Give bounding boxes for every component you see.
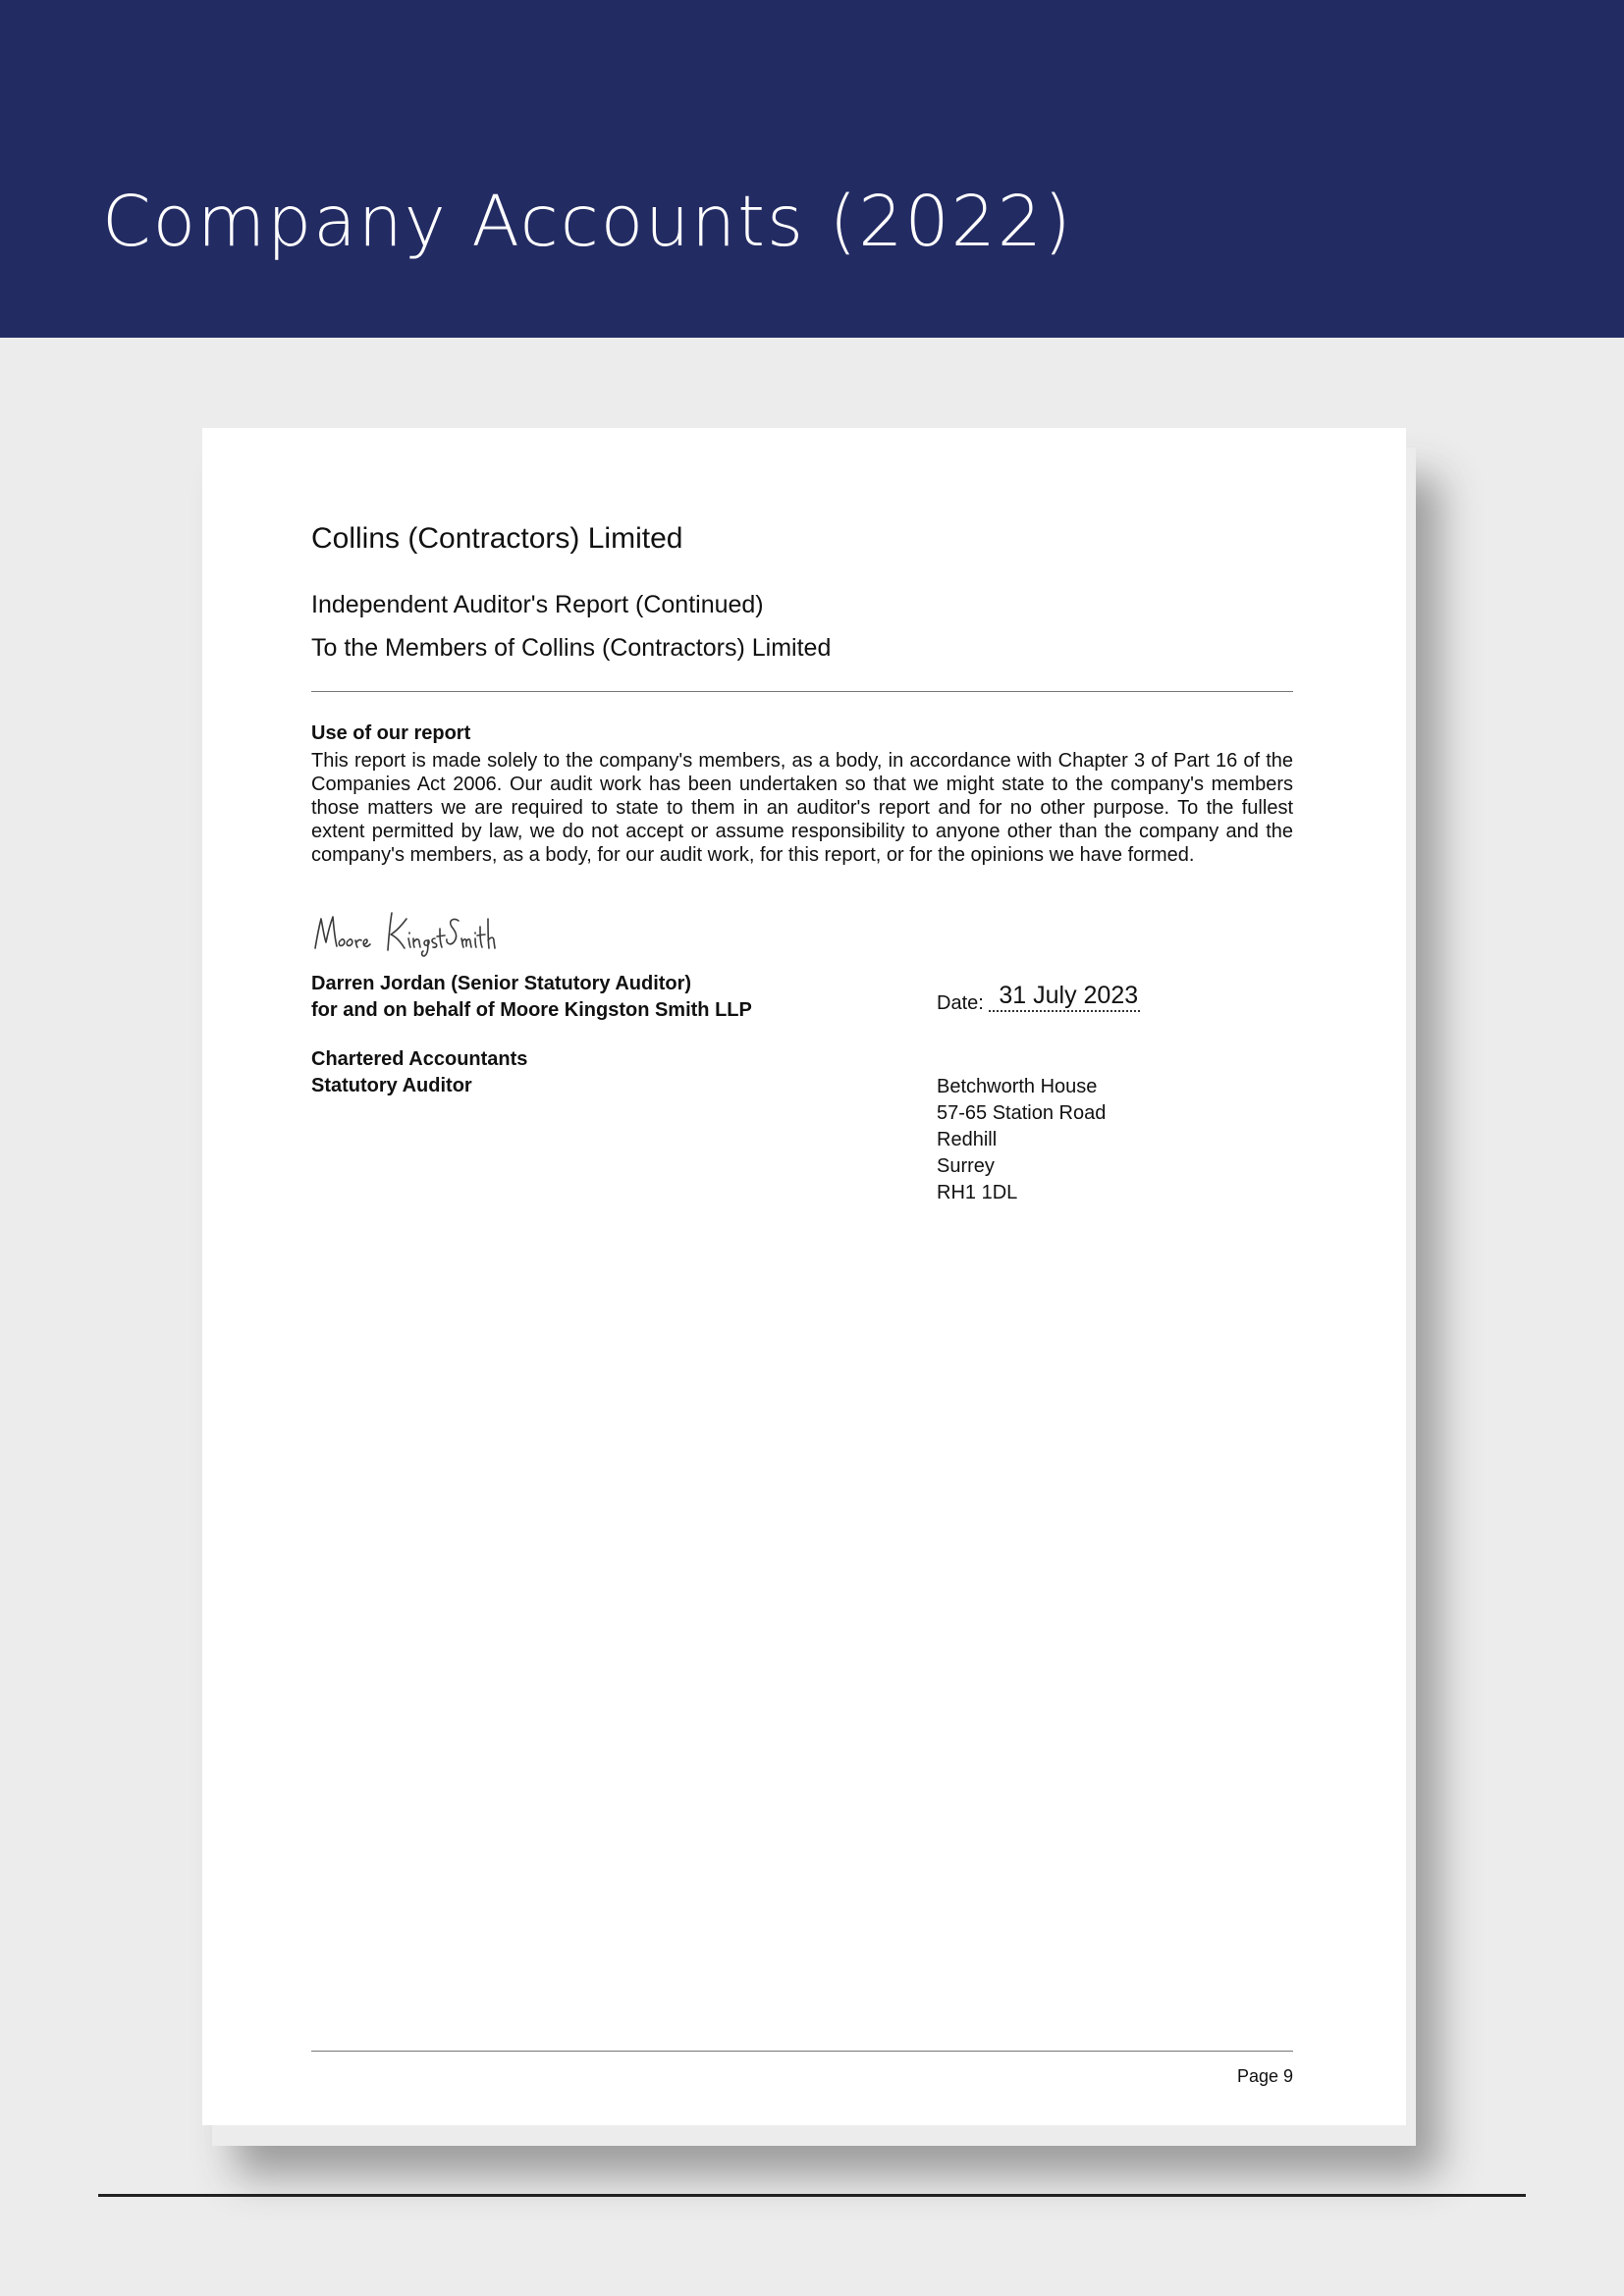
handwritten-signature — [311, 899, 498, 958]
section-body: This report is made solely to the company's members, as a body, in accordance with Chapter 3 of Part 16 of the Companies Act 2006. Our audit work has been undertaken so that we might state to the company's members those matters we are required to state to them in an auditor's report and for no other purpose. To the fullest extent permitted by law, we do not accept or assume responsibility to anyone other than the company and the company's members, as a body, for our audit work, for this report, or for the opinions we have formed. — [311, 750, 1293, 866]
signer-name: Darren Jordan (Senior Statutory Auditor) — [311, 973, 692, 994]
footer-divider — [311, 2051, 1293, 2052]
address-line: 57-65 Station Road — [937, 1102, 1107, 1124]
auditor-address — [937, 1074, 1106, 1206]
date-row — [937, 982, 1140, 1018]
page-title: Company Accounts (2022) — [102, 181, 1073, 262]
page-footer-rule — [98, 2194, 1526, 2197]
header-divider — [311, 691, 1293, 692]
report-subtitle: To the Members of Collins (Contractors) Limited — [311, 634, 832, 662]
section-heading: Use of our report — [311, 722, 471, 744]
qualification-statutory: Statutory Auditor — [311, 1075, 472, 1096]
address-line: Surrey — [937, 1155, 995, 1177]
document-page — [202, 428, 1406, 2125]
address-line: Betchworth House — [937, 1076, 1098, 1097]
page-number: Page 9 — [1236, 2066, 1293, 2086]
report-title: Independent Auditor's Report (Continued) — [311, 591, 764, 618]
header-band — [0, 0, 1624, 338]
date-label: Date: — [937, 992, 984, 1014]
date-value: 31 July 2023 — [989, 982, 1140, 1012]
qualifications — [311, 1046, 527, 1099]
signer-behalf: for and on behalf of Moore Kingston Smith LLP — [311, 999, 752, 1021]
company-name: Collins (Contractors) Limited — [311, 522, 683, 555]
qualification-chartered: Chartered Accountants — [311, 1048, 528, 1070]
signer-block — [311, 971, 752, 1024]
address-line: Redhill — [937, 1129, 998, 1150]
address-line: RH1 1DL — [937, 1182, 1018, 1203]
